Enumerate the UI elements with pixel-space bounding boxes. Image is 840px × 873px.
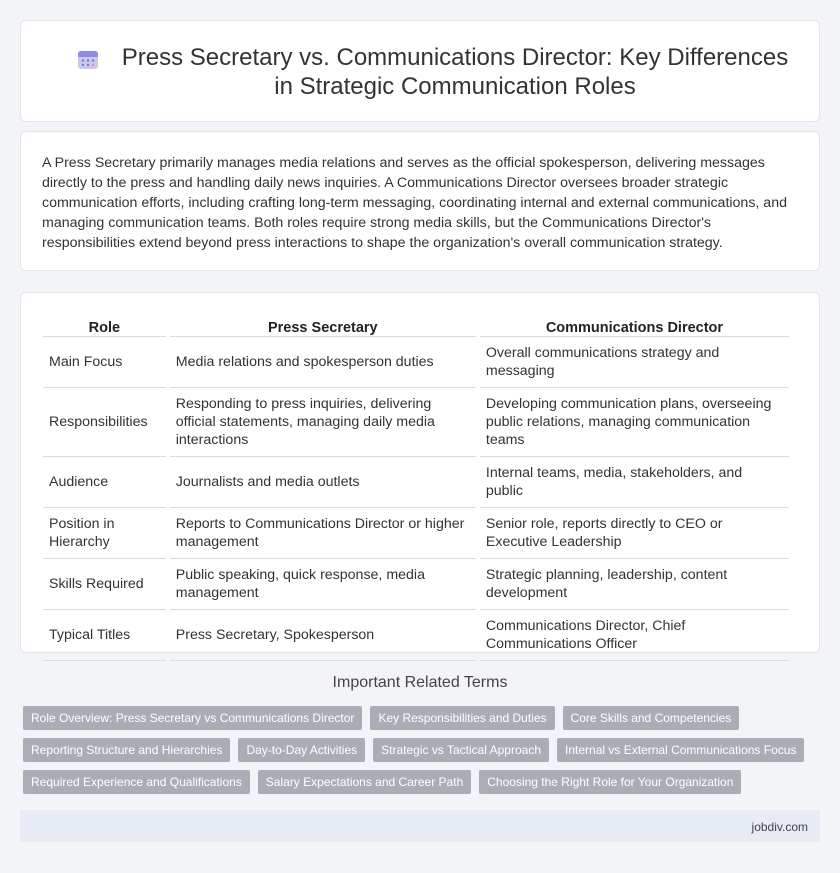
intro-text: A Press Secretary primarily manages media relations and serves as the official spokesperson, delivering messages directly to the press and handling daily news inquiries. A Communications Director oversees broader strategic communication efforts, including crafting long-term messaging, coordinating internal and external communications, and managing communication teams. Both roles require strong media skills, but the Communications Director's responsibilities extend beyond press interactions to shape the organization's overall communication strategy. xyxy=(42,155,787,251)
comparison-table xyxy=(39,307,793,661)
table-row xyxy=(43,337,789,388)
table-cell: Audience xyxy=(43,457,166,508)
related-term-tag[interactable]: Strategic vs Tactical Approach xyxy=(373,738,549,762)
footer xyxy=(20,810,820,842)
related-term-tag[interactable]: Choosing the Right Role for Your Organization xyxy=(479,770,741,794)
related-term-tag[interactable]: Internal vs External Communications Focus xyxy=(557,738,804,762)
footer-site-link[interactable]: jobdiv.com xyxy=(751,820,808,834)
calendar-icon xyxy=(77,48,99,70)
related-term-tag[interactable]: Required Experience and Qualifications xyxy=(23,770,250,794)
column-header: Press Secretary xyxy=(170,307,476,337)
table-cell: Developing communication plans, overseeing public relations, managing communication teams xyxy=(480,388,789,457)
table-cell: Typical Titles xyxy=(43,610,166,661)
table-cell: Position in Hierarchy xyxy=(43,508,166,559)
table-cell: Public speaking, quick response, media management xyxy=(170,559,476,610)
page-header xyxy=(20,20,820,122)
related-term-tag[interactable]: Core Skills and Competencies xyxy=(563,706,740,730)
related-term-tag[interactable]: Salary Expectations and Career Path xyxy=(258,770,471,794)
related-term-tag[interactable]: Day-to-Day Activities xyxy=(238,738,365,762)
intro-section xyxy=(20,131,820,271)
table-cell: Main Focus xyxy=(43,337,166,388)
table-cell: Press Secretary, Spokesperson xyxy=(170,610,476,661)
table-cell: Reports to Communications Director or higher management xyxy=(170,508,476,559)
column-header: Role xyxy=(43,307,166,337)
comparison-table-card xyxy=(20,292,820,653)
table-row xyxy=(43,388,789,457)
table-cell: Senior role, reports directly to CEO or Executive Leadership xyxy=(480,508,789,559)
related-term-tag[interactable]: Key Responsibilities and Duties xyxy=(370,706,554,730)
related-terms-tags xyxy=(23,706,813,794)
related-terms-title: Important Related Terms xyxy=(332,674,508,691)
table-cell: Strategic planning, leadership, content development xyxy=(480,559,789,610)
page-title: Press Secretary vs. Communications Director: Key Differences in Strategic Communication Roles xyxy=(121,44,789,100)
table-cell: Responsibilities xyxy=(43,388,166,457)
table-row xyxy=(43,508,789,559)
table-row xyxy=(43,559,789,610)
table-header-row xyxy=(43,307,789,337)
related-term-tag[interactable]: Role Overview: Press Secretary vs Communications Director xyxy=(23,706,362,730)
table-cell: Skills Required xyxy=(43,559,166,610)
table-row xyxy=(43,610,789,661)
table-cell: Journalists and media outlets xyxy=(170,457,476,508)
table-cell: Communications Director, Chief Communications Officer xyxy=(480,610,789,661)
table-cell: Internal teams, media, stakeholders, and public xyxy=(480,457,789,508)
table-cell: Responding to press inquiries, delivering official statements, managing daily media interactions xyxy=(170,388,476,457)
table-cell: Media relations and spokesperson duties xyxy=(170,337,476,388)
table-cell: Overall communications strategy and messaging xyxy=(480,337,789,388)
column-header: Communications Director xyxy=(480,307,789,337)
related-term-tag[interactable]: Reporting Structure and Hierarchies xyxy=(23,738,230,762)
table-row xyxy=(43,457,789,508)
